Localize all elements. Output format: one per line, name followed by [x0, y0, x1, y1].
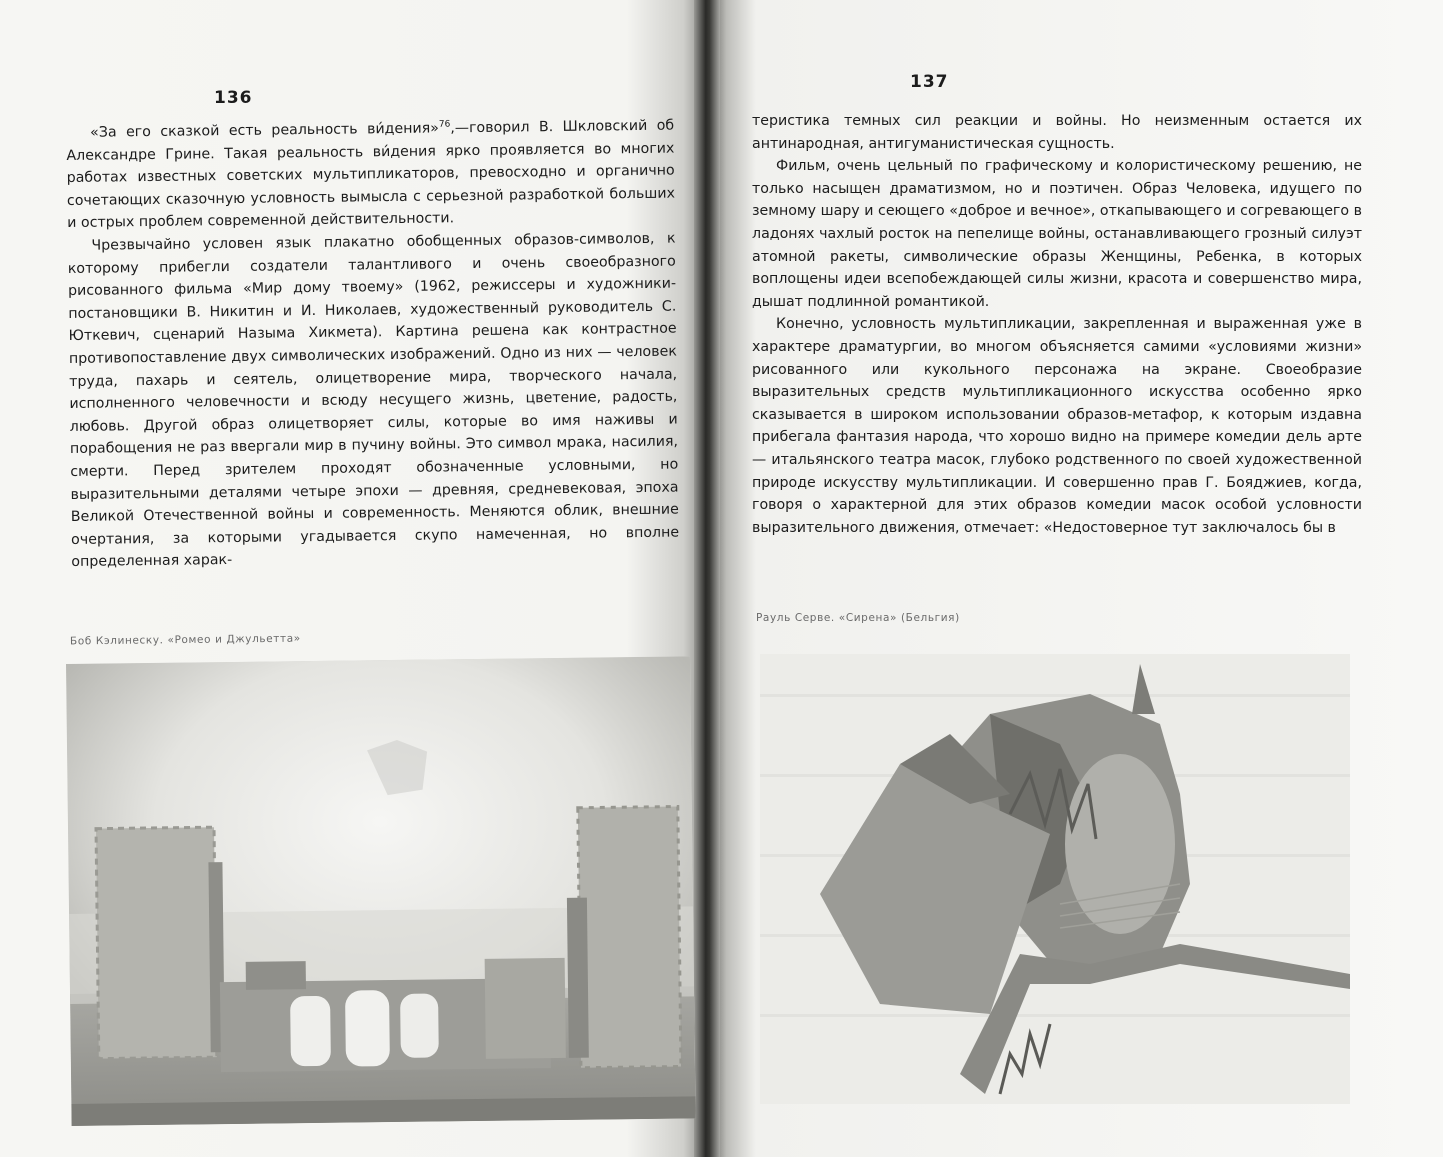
- paragraph-text: ,—говорил В. Шкловский об Александре Грине. Такая реальность ви́дения ярко проявляется во многих работах известных советских мультипликаторов, превосходно и органично сочетающих сказочную условность вымысла с серьезной разработкой больших и острых проблем современной действительности.: [66, 117, 676, 232]
- book-spine-gutter: [694, 0, 720, 1157]
- paragraph: Чрезвычайно условен язык плакатно обобщенных образов-символов, к которому прибегли создатели талантливого и очень своеобразного рисованного фильма «Мир дому твоему» (1962, режиссеры и художники-постановщики В. Никитин и И. Николаев, художественный руководитель С. Юткевич, сценарий Назыма Хикмета). Картина решена как контрастное противопоставление двух символических изображений. Одно из них — человек труда, пахарь и сеятель, олицетворение мира, творческого начала, исполненного человечности и всюду несущего жизнь, цветение, радость, любовь. Другой образ олицетворяет силы, которые во имя наживы и порабощения не раз ввергали мир в пучину войны. Это символ мрака, насилия, смерти. Перед зрителем проходят обозначенные условными, но выразительными деталями четыре эпохи — древняя, средневековая, эпоха Великой Отечественной войны и современность. Меняются облик, внешние очертания, за которыми угадывается скупо намеченная, но вполне определенная харак-: [67, 230, 680, 571]
- footnote-ref: 76: [438, 119, 451, 130]
- right-illustration: [760, 654, 1350, 1104]
- castle-scene-image: [66, 656, 696, 1126]
- siren-graphic-image: [760, 654, 1350, 1104]
- paragraph: Фильм, очень цельный по графическому и колористическому решению, не только насыщен драматизмом, но и поэтичен. Образ Человека, идущего по земному шару и сеющего «доброе и вечное», откапывающего и согревающего в ладонях чахлый росток на пепелище войны, останавливающего грозный силуэт атомной ракеты, символические образы Женщины, Ребенка, в которых воплощены идеи всепобеждающей силы жизни, красота и совершенство мира, дышат подлинной романтикой.: [752, 158, 1362, 310]
- paragraph: [66, 115, 675, 235]
- right-page-number: 137: [910, 72, 949, 92]
- paragraph: Конечно, условность мультипликации, закрепленная и выраженная уже в характере драматургии, во многом объясняется самими «условиями жизни» рисованного или кукольного персонажа на экране. Своеобразие выразительных средств мультипликационного искусства особенно ярко сказывается в широком использовании образов-метафор, к которым издавна прибегала фантазия народа, что хорошо видно на примере комедии дель арте — итальянского театра масок, глубоко родственного по своей художественной природе искусству мультипликации. И совершенно прав Г. Бояджиев, когда, говоря о характерной для этих образов комедии масок особой условности выразительного движения, отмечает: «Недостоверное тут заключалось бы в: [752, 316, 1362, 536]
- right-page-text: [752, 110, 1362, 539]
- left-page-text: [66, 115, 679, 574]
- left-page-number: 136: [214, 88, 253, 108]
- right-illustration-caption: Рауль Серве. «Сирена» (Бельгия): [756, 612, 960, 624]
- left-illustration: [66, 656, 696, 1126]
- left-illustration-caption: Боб Кэлинеску. «Ромео и Джульетта»: [69, 632, 301, 648]
- paragraph: теристика темных сил реакции и войны. Но неизменным остается их антинародная, антигуманистическая сущность.: [752, 113, 1362, 152]
- paragraph-text: «За его сказкой есть реальность ви́дения»: [90, 120, 439, 141]
